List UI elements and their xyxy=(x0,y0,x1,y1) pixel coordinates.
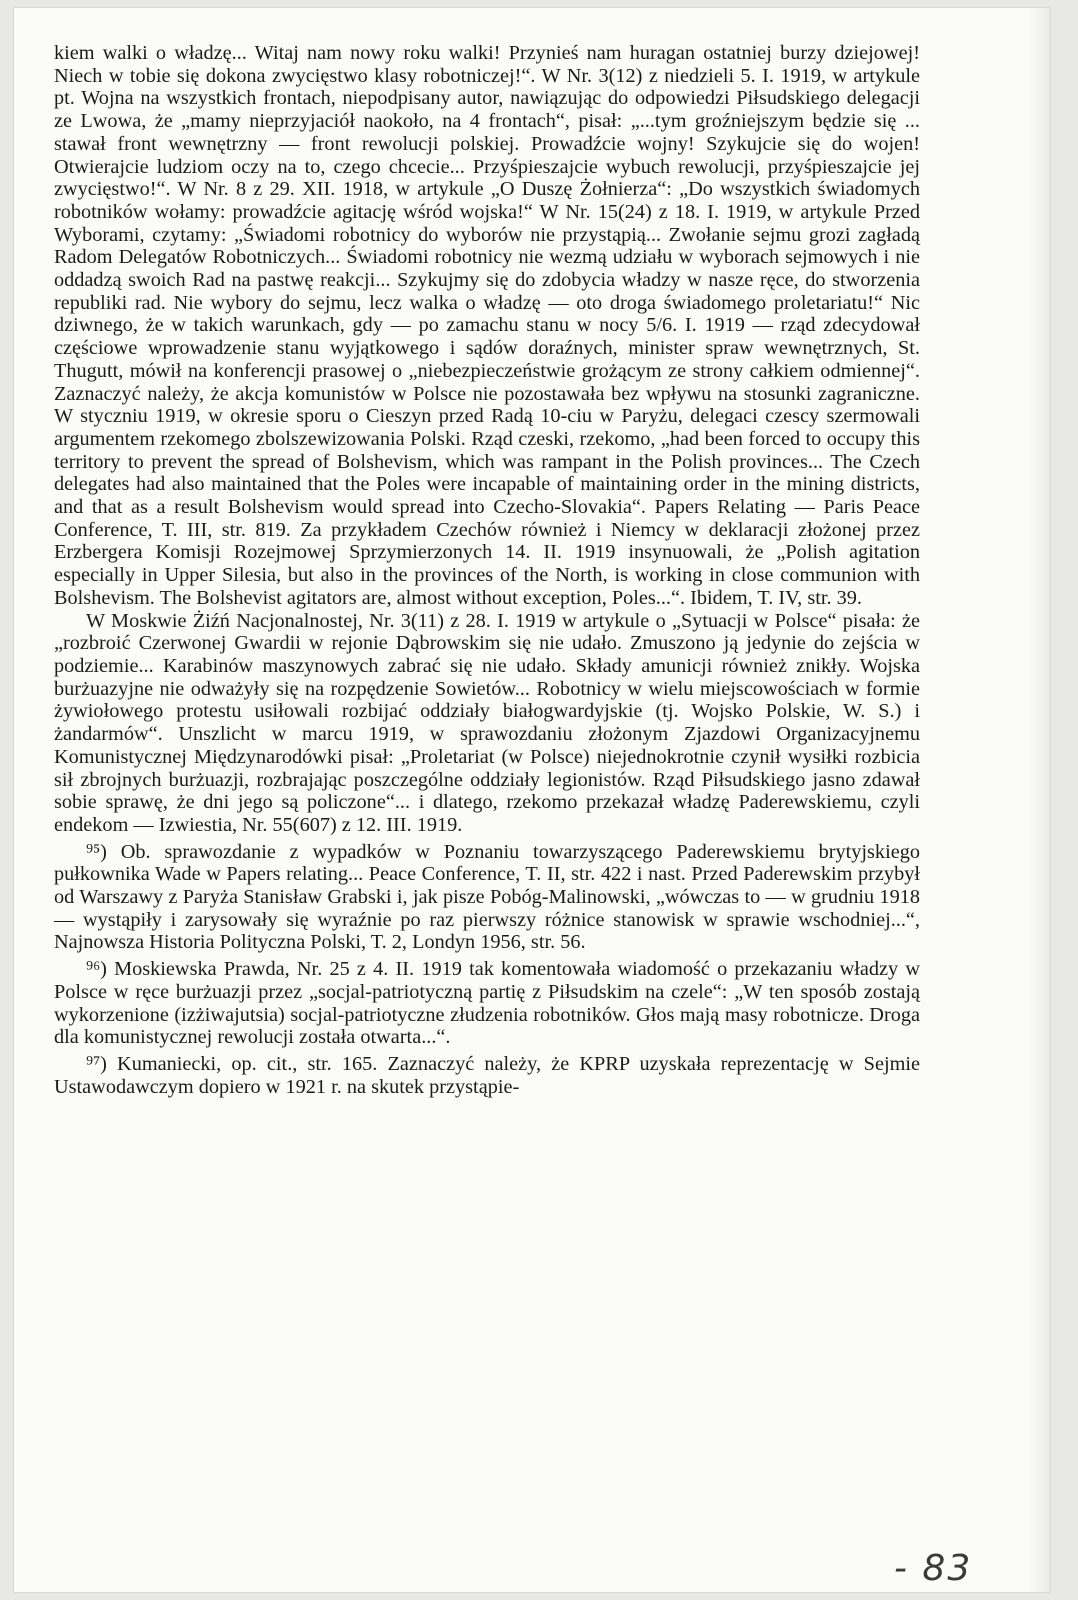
paragraph-moskwa: W Moskwie Żiźń Nacjonalnostej, Nr. 3(11) z 28. I. 1919 w artykule o „Sytuacji w Polsce“ pisała: że „rozbroić Czerwonej Gwardii w rejonie Dąbrowskim się nie udało. Zmuszono ją jedynie do zejścia w podziemie... Karabinów maszynowych zabrać się nie udało. Składy amunicji również znikły. Wojska burżuazyjne nie odważyły się na rozpędzenie Sowietów... Robotnicy w wielu miejscowościach w formie żywiołowego protestu usiłowali rozbijać oddziały białogwardyjskie (tj. Wojsko Polskie, W. S.) i żandarmów“. Unszlicht w marcu 1919, w sprawozdaniu złożonym Zjazdowi Organizacyjnemu Komunistycznej Międzynarodówki pisał: „Proletariat (w Polsce) niejednokrotnie czynił wysiłki rozbicia sił zbrojnych burżuazji, rozbrajając poszczególne oddziały legionistów. Rząd Piłsudskiego jasno zdawał sobie sprawę, że dni jego są policzone“... i dlatego, rzekomo przekazał władzę Paderewskiemu, czyli endekom — Izwiestia, Nr. 55(607) z 12. III. 1919. xyxy=(54,609,920,836)
document-page xyxy=(14,8,1050,1592)
body-text xyxy=(54,42,920,1098)
footnote-96: ⁹⁶) Moskiewska Prawda, Nr. 25 z 4. II. 1919 tak komentowała wiadomość o przekazaniu władzy w Polsce w ręce burżuazji przez „socjal-patriotyczną partię z Piłsudskim na czele“: „W ten sposób zostają wykorzenione (izżiwajutsia) socjal-patriotyczne złudzenia robotników. Głos mają masy robotnicze. Droga dla komunistycznej rewolucji została otwarta...“. xyxy=(54,958,920,1049)
footnote-95: ⁹⁵) Ob. sprawozdanie z wypadków w Poznaniu towarzyszącego Paderewskiemu brytyjskiego pułkownika Wade w Papers relating... Peace Conference, T. II, str. 422 i nast. Przed Paderewskim przybył od Warszawy z Paryża Stanisław Grabski i, jak pisze Pobóg-Malinowski, „wówczas to — w grudniu 1918 — wystąpiły i zarysowały się wyraźnie po raz pierwszy różnice stanowisk w sprawie wschodniej...“, Najnowsza Historia Polityczna Polski, T. 2, Londyn 1956, str. 56. xyxy=(54,840,920,954)
handwritten-page-number: - 83 xyxy=(894,1548,973,1589)
page-edge-shadow xyxy=(1028,8,1050,1592)
footnote-97: ⁹⁷) Kumaniecki, op. cit., str. 165. Zaznaczyć należy, że KPRP uzyskała reprezentację w Sejmie Ustawodawczym dopiero w 1921 r. na skutek przystąpie- xyxy=(54,1052,920,1098)
paragraph-continued: kiem walki o władzę... Witaj nam nowy roku walki! Przynieś nam huragan ostatniej burzy dziejowej! Niech w tobie się dokona zwycięstwo klasy robotniczej!“. W Nr. 3(12) z niedzieli 5. I. 1919, w artykule pt. Wojna na wszystkich frontach, niepodpisany autor, nawiązując do odpowiedzi Piłsudskiego delegacji ze Lwowa, że „mamy nieprzyjaciół naokoło, na 4 frontach“, pisał: „...tym groźniejszym będzie się ... stawał front wewnętrzny — front rewolucji polskiej. Prowadźcie wojny! Szykujcie się do wojen! Otwierajcie ludziom oczy na to, czego chcecie... Przyśpieszajcie wybuch rewolucji, przyśpieszajcie jej zwycięstwo!“. W Nr. 8 z 29. XII. 1918, w artykule „O Duszę Żołnierza“: „Do wszystkich świadomych robotników wołamy: prowadźcie agitację wśród wojska!“ W Nr. 15(24) z 18. I. 1919, w artykule Przed Wyborami, czytamy: „Świadomi robotnicy do wyborów nie przystąpią... Zwołanie sejmu grozi zagładą Radom Delegatów Robotniczych... Świadomi robotnicy nie wezmą udziału w wyborach sejmowych i nie oddadzą swoich Rad na pastwę reakcji... Szykujmy się do zdobycia władzy w nasze ręce, do stworzenia republiki rad. Nie wybory do sejmu, lecz walka o władzę — oto droga świadomego proletariatu!“ Nic dziwnego, że w takich warunkach, gdy — po zamachu stanu w nocy 5/6. I. 1919 — rząd zdecydował częściowe wprowadzenie stanu wyjątkowego i sądów doraźnych, minister spraw wewnętrznych, St. Thugutt, mówił na konferencji prasowej o „niebezpieczeństwie grożącym ze strony całkiem odmiennej“. Zaznaczyć należy, że akcja komunistów w Polsce nie pozostawała bez wpływu na stosunki zagraniczne. W styczniu 1919, w okresie sporu o Cieszyn przed Radą 10-ciu w Paryżu, delegaci czescy szermowali argumentem rzekomego zbolszewizowania Polski. Rząd czeski, rzekomo, „had been forced to occupy this territory to prevent the spread of Bolshevism, which was rampant in the Polish provinces... The Czech delegates had also maintained that the Poles were incapable of maintaining order in the mining districts, and that as a result Bolshevism would spread into Czecho-Slovakia“. Papers Relating — Paris Peace Conference, T. III, str. 819. Za przykładem Czechów również i Niemcy w deklaracji złożonej przez Erzbergera Komisji Rozejmowej Sprzymierzonych 14. II. 1919 insynuowali, że „Polish agitation especially in Upper Silesia, but also in the provinces of the North, is working in close communion with Bolshevism. The Bolshevist agitators are, almost without exception, Poles...“. Ibidem, T. IV, str. 39. xyxy=(54,42,920,609)
